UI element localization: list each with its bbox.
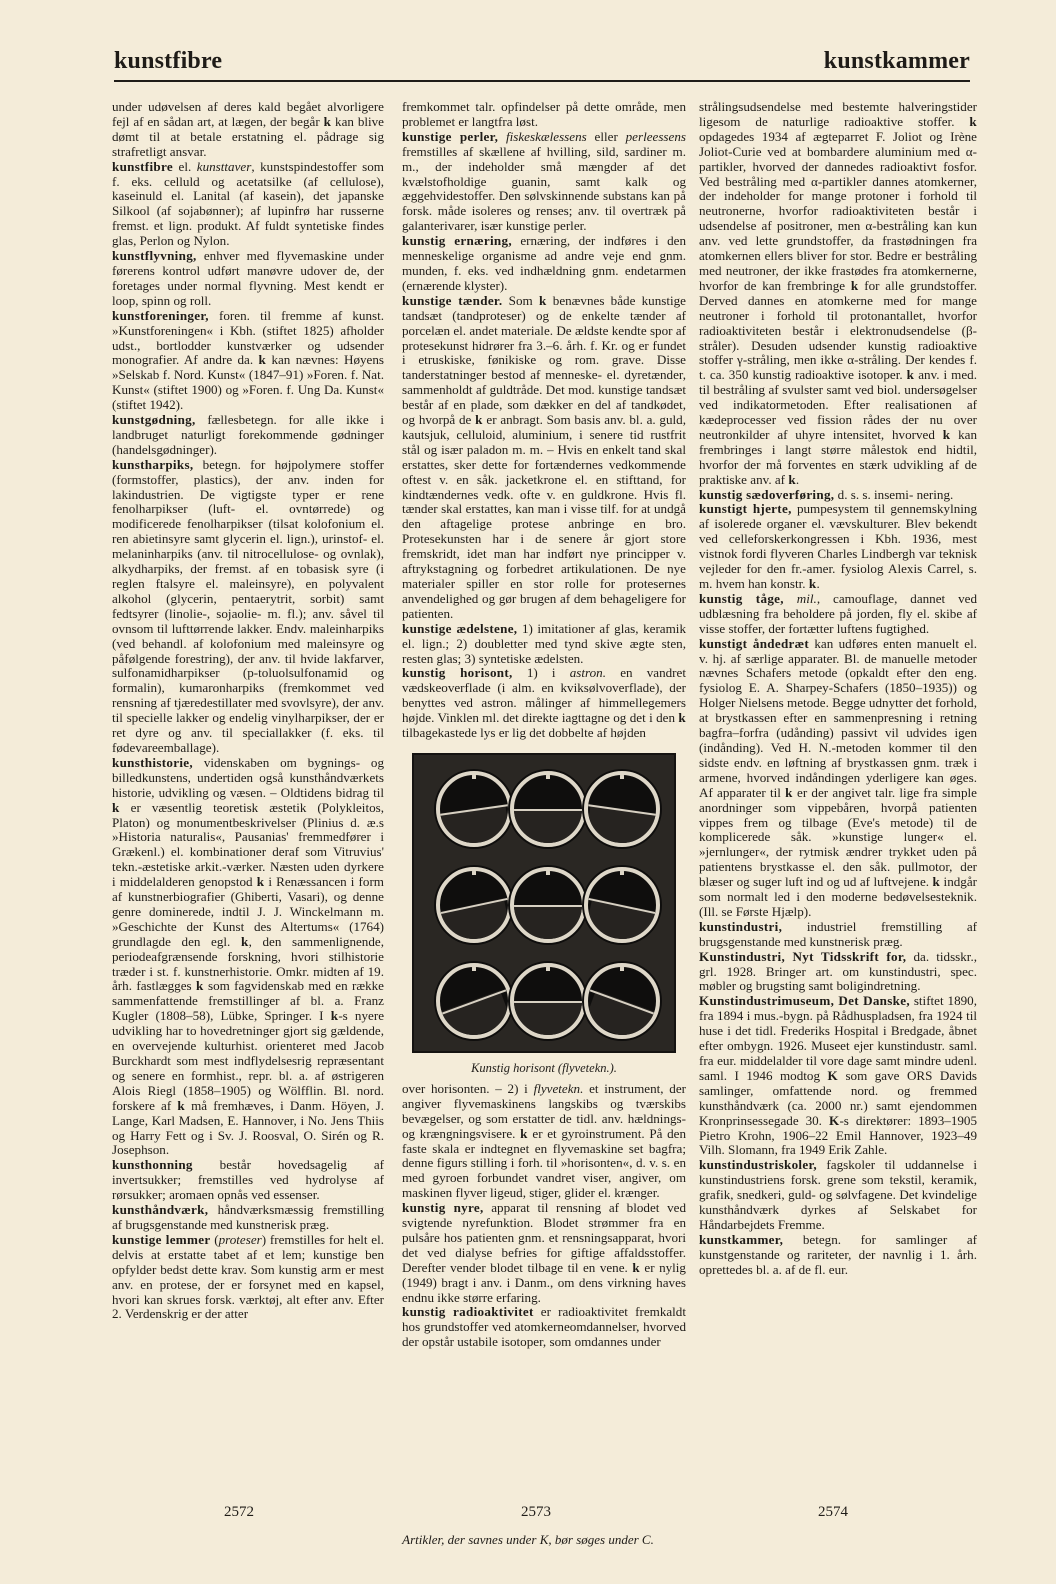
footer-note: Artikler, der savnes under K, bør søges under C.: [402, 1532, 654, 1547]
entry: kunstig sædoverføring, d. s. s. insemi- nering.: [699, 486, 954, 502]
header-left-word: kunstfibre: [114, 48, 223, 74]
entry: kunstharpiks, betegn. for højpolymere stoffer (formstoffer, plastics), der anv. inden for lakindustrien. De vigtigste typer er rene fenolharpikser (luft- el. ovntørrede) og modificerede fenolharpikser (tilsat kolofonium el. ren abietinsyre samt glycerin el. lign.), urinstof- el. melaninharpiks (anv. til nitrocellulose- og ovnlak), alkydharpiks, der fremst. af en tobasisk syre (i reglen ftalsyre el. maleinsyre), en polyvalent alkohol (glycerin, pentaerytrit, sorbit) samt fedtsyrer (linolie-, sojaolie- m. fl.); anv. såvel til ovnsom til lufttørrende lakker. Endv. maleinharpiks (ved behandl. af kolofonium med maleinsyre og påfølgende forestring), der anv. til hvide lakfarver, sulfonamidharpikser (p-toluolsulfonamid og formalin), kumaronharpiks (fremkommet ved rensning af tjæredestillater med svovlsyre), der anv. til specielle lakker og endelig vinylharpikser, der er ret dyre og anv. til speciallakker (f. eks. til fødevareemballage).: [112, 456, 384, 755]
entry: kunstig ernæring, ernæring, der indføres i den menneskelige organisme ad andre veje end gnm. munden, f. eks. ved indhældning gnm. endetarmen (ernærende klyster).: [402, 233, 686, 293]
horizon-dial-icon: [436, 771, 512, 847]
entry: kunsthåndværk, håndværksmæssig fremstilling af brugsgenstande med kunstnerisk præg.: [112, 1202, 384, 1232]
entry: kunstigt åndedræt kan udføres enten manuelt el. v. hj. af særlige apparater. Bl. de manuelle metoder nævnes Schafers metode (opkaldt efter den eng. fysiolog E. A. Sharpey-Schafers (1850–1935)) og Holger Nielsens metode. Begge udnytter det forhold, at brystkassen efter en sammenpresning i retning bagfra–forfra (udånding) passivt vil udvides igen (indånding). Ved H. N.-metoden kommer til den sidste endv. en løftning af brystkassen gnm. træk i armene, hvorved indåndingen yderligere kan øges. Af apparater til k er der angivet talr. lige fra simple anordninger som vippebåren, hvorpå patienten vippes frem og tilbage (Eve's metode) til de komplicerede såk. »kunstige lunger« el. »jernlunger«, der rytmisk ændrer trykket uden på patientens brystkasse el. den såk. pullmotor, der blæser og suger luft ind og ud af luftvejene. k indgår som normalt led i den moderne bedøvelsesteknik. (Ill. se Første Hjælp).: [699, 635, 978, 919]
entry: kunstindustriskoler, fagskoler til uddannelse i kunstindustriens forsk. grene som tekstil, keramik, grafik, snedkeri, guld- og sølvfagene. Det kvindelige kunsthåndværk dyrkes af Selskabet for Håndarbejdets Fremme.: [699, 1157, 977, 1232]
entry: under udøvelsen af deres kald begået alvorligere fejl af en sådan art, at lægen, der begår k kan blive dømt til at betale erstatning el. pådrage sig strafretligt ansvar.: [112, 99, 384, 159]
entry: strålingsudsendelse med bestemte halveringstider ligesom de naturlige radioaktive stoffer. k opdagedes 1934 af ægteparret F. Joliot og Irène Joliot-Curie ved at bombardere aluminium med α-partikler, hvorved der dannedes radioaktivt fosfor. Ved bestråling med α-partikler dannes atomkerner, der indeholder for mange protoner i forhold til neutronerne, hvorfor radioaktiviteten består i udsendelse af positroner, men α-bestråling kan kun anv. ved lette grundstoffer, da frastødningen fra atomkernen ellers bliver for stor. Bedre er bestråling med neutroner, der ikke frastødes fra atomkernerne, hvorfor de kan frembringe k for alle grundstoffer. Derved dannes en atomkerne med for mange neutroner i forhold til protonantallet, hvorfor radioaktiviteten består i elektronudsendelse (β-stråler). Desuden udsender kunstig radioaktive stoffer γ-stråling, men ikke α-stråling. Der kendes f. t. ca. 350 kunstig radioaktive isotoper. k anv. i med. til bestråling af svulster samt ved biol. undersøgelser ved indikatormetoden. Efter realisationen af kædeprocesser ved fission rådes der nu over neutronkilder af uhyre intensitet, hvorved k kan frembringes i langt større målestok end hidtil, hvorfor der må forventes en stærk udvikling af de praktiske anv. af k.: [699, 99, 977, 487]
entry: kunstig tåge, mil., camouflage, dannet ved udblæsning fra beholdere på jorden, fly el. skibe af visse stoffer, der fortætter luftens fugtighed.: [699, 590, 978, 636]
page-number-right: 2574: [818, 1504, 848, 1520]
entry: kunstig horisont, 1) i astron. en vandret vædskeoverflade (i alm. en kviksølvoverflade), der benyttes ved astron. målinger af himmellegemers højde. Vinklen ml. det direkte iagttagne og det i den k tilbagekastede lys er lig det dobbelte af højden: [402, 665, 686, 741]
column-2-top: [402, 100, 686, 741]
horizon-dial-icon: [510, 771, 586, 847]
entry: kunstig radioaktivitet er radioaktivitet fremkaldt hos grundstoffer ved atomkerneomdannelser, hvorved der opstår ustabile isotoper, som omdannes under: [402, 1304, 686, 1350]
figure-image: [412, 753, 676, 1053]
entry: kunstigt hjerte, pumpesystem til gennemskylning af isolerede organer el. vævskulturer. Blev bekendt ved celleforskerkongressen i Kbh. 1936, mest vistnok fordi flyveren Charles Lindbergh var teknisk vejleder for den fr.-amer. fysiolog Alexis Carrel, s. m. hvem han konstr. k.: [699, 501, 977, 591]
page-number-middle: 2573: [521, 1504, 551, 1520]
horizon-dial-icon: [584, 963, 660, 1039]
entry: kunstig nyre, apparat til rensning af blodet ved svigtende nyrefunktion. Blodet strømmer fra en pulsåre hos patienten gnm. et rensningsapparat, hvori det ved dialyse befries for giftige affaldsstoffer. Derefter vender blodet tilbage til en vene. k er nylig (1949) bragt i anv. i Danm., om dens virkning haves endnu ikke større erfaring.: [402, 1200, 686, 1305]
entry: kunstindustri, industriel fremstilling af brugsgenstande med kunstnerisk præg.: [699, 918, 977, 949]
entry: kunstige lemmer (proteser) fremstilles for helt el. delvis at erstatte tabet af et lem; kunstige ben opfylder bedst dette krav. Som kunstig arm er mest anv. en protese, der er forsynet med en kapsel, hvori kan skrues forsk. værktøj, alt efter anv. Efter 2. Verdenskrig er der atter: [112, 1231, 385, 1322]
entry: Kunstindustrimuseum, Det Danske, stiftet 1890, fra 1894 i mus.-bygn. på Rådhuspladsen, fra 1924 til huse i det tidl. Frederiks Hospital i Bredgade, åbnet efter ombygn. 1926. Museet ejer kunstindustr. saml. fra eur. middelalder til vore dage samt mindre udenl. saml. I 1946 modtog K som gave ORS Davids samlinger, omfattende nord. og fremmed kunsthåndværk (ca. 2000 nr.) samt ejendommen Kronprinsessegade 30. K-s direktører: 1893–1905 Pietro Krohn, 1906–22 Emil Hannover, 1923–49 Vilh. Slomann, fra 1949 Erik Zahle.: [699, 993, 978, 1158]
horizon-dial-icon: [584, 867, 660, 943]
column-3: [699, 100, 977, 1278]
entry: kunstgødning, fællesbetegn. for alle ikke i landbruget naturligt forekommende gødninger (handelsgødninger).: [112, 412, 384, 457]
entry: kunstkammer, betegn. for samlinger af kunstgenstande og rariteter, der navnlig i 1. årh. oprettedes bl. a. af de fl. eur.: [699, 1231, 977, 1277]
column-2-bottom: [402, 1082, 686, 1350]
entry: kunstige perler, fiskeskælessens eller perleessens fremstilles af skællene af hvilling, sild, sardiner m. m., der indeholder små mængder af det kvælstofholdige guanin, samt kalk og æggehvidestoffer. Den sølvskinnende substans kan på forsk. måde isoleres og renses; anv. til overtræk på galanterivarer, især kunstige perler.: [402, 128, 686, 234]
entry: over horisonten. – 2) i flyvetekn. et instrument, der angiver flyvemaskinens langskibs og tværskibs bevægelser, og som erstatter de tidl. anv. hældnings- og krængningsvisere. k er et gyroinstrument. På den faste skala er indtegnet en flyvemaskine set bagfra; denne figurs stilling i forh. til »horisonten«, d. v. s. en med gyroen forbundet vandret viser, angiver, om maskinen flyver ligeud, stiger, glider el. krænger.: [402, 1080, 686, 1201]
entry: kunstige tænder. Som k benævnes både kunstige tandsæt (tandproteser) og de enkelte tænder af porcelæn el. andet materiale. De ældste kendte spor af protesekunst hidrører fra 3.–6. årh. f. Kr. og er fundet i etruskiske, fønikiske og rom. grave. Disse tanderstatninger bestod af menneske- el. dyretænder, sammenholdt af guldtråde. Det mod. kunstige tandsæt består af en plade, som dækker en del af tandkødet, og hvorpå de k er anbragt. Som basis anv. bl. a. guld, kautsjuk, celluloid, aluminium, i senere tid rustfrit stål og især paladon m. m. – Hvis en enkelt tand skal erstattes, sker dette for fortændernes vedkommende oftest v. en såk. jacketkrone el. en stifttand, for kindtændernes vedk. ofte v. en guldkrone. Hvis fl. tænder skal erstattes, kan man i visse tilf. for at undgå den aftagelige protese anbringe en bro. Protesekunsten har i de senere år gjort store fremskridt, idet man har indført nye principper v. aftrykstagning og forbedret artikulationen. De nye materialer spiller en stor rolle for protesernes anvendelighed og gør brugen af dem behageligere for patienten.: [402, 292, 686, 621]
horizon-dial-icon: [436, 963, 512, 1039]
entry: kunstige ædelstene, 1) imitationer af glas, keramik el. lign.; 2) doubletter med tynd skive ægte sten, resten glas; 3) syntetiske ædelsten.: [402, 620, 686, 666]
artificial-horizon-figure: [402, 753, 686, 1076]
entry: kunsthistorie, videnskaben om bygnings- og billedkunstens, undertiden også kunsthåndværkets historie, udvikling og væsen. – Oldtidens bidrag til k er væsentlig teoretisk æstetik (Polykleitos, Platon) og monumentbeskrivelser (Plinius d. æ.s »Historia naturalis«, Pausanias' fremmedfører i Grækenl.) el. kombinationer deraf som Vitruvius' tekn.-æstetiske arkit.-værker. Næsten uden dyrkere i middelalderen genopstod k i Renæssancen i form af kunstnerbiografier (Ghiberti, Vasari), og denne genre dominerede, indtil J. J. Winckelmann m. »Geschichte der Kunst des Altertums« (1764) grundlagde den egl. k, den sammenlignende, periodeafgrænsende forskning, hvori stilhistorie træder i st. f. kunstnerhistorie. Omkr. midten af 19. årh. fastlægges k som fagvidenskab med en række sammenfattende fremstillinger af bl. a. Franz Kugler (1808–58), Lübke, Springer. I k-s nyere udvikling har to hovedretninger gjort sig gældende, en overvejende kulturhist. orienteret med Jacob Burckhardt som mest indflydelsesrig repræsentant og senere en formhist., repr. bl. a. af østrigeren Alois Riegl (1858–1905) og Wölfflin. Bl. nord. forskere af k må fremhæves, i Danm. Höyen, J. Lange, Karl Madsen, E. Hannover, i No. Jens Thiis og Harry Fett og i Sv. J. Roosval, O. Sirén og R. Josephson.: [112, 754, 385, 1158]
horizon-dial-icon: [510, 867, 586, 943]
column-1: [112, 100, 384, 1322]
header-right-word: kunstkammer: [823, 48, 970, 74]
entry: kunstflyvning, enhver med flyvemaskine under førerens kontrol udført manøvre udover de, der foretages under normal flyvning. Mest kendt er loop, spinn og roll.: [112, 248, 384, 308]
horizon-dial-icon: [436, 867, 512, 943]
horizon-dial-icon: [584, 771, 660, 847]
entry: kunstfibre el. kunsttaver, kunstspindestoffer som f. eks. celluld og acetatsilke (af cellulose), kaseinuld el. Lanital (af kasein), det japanske Silkool (af sojabønner); af lupinfrø har russerne fremst. et lign. produkt. Af fuldt syntetiske findes glas, Perlon og Nylon.: [112, 158, 384, 249]
entry: kunsthonning består hovedsagelig af invertsukker; fremstilles ved hydrolyse af rørsukker; aromaen opnås ved essenser.: [112, 1157, 384, 1203]
page-number-left: 2572: [224, 1504, 254, 1520]
header-rule: [114, 80, 970, 82]
horizon-dial-icon: [510, 963, 586, 1039]
entry: fremkommet talr. opfindelser på dette område, men problemet er langtfra løst.: [402, 99, 686, 129]
figure-caption: Kunstig horisont (flyvetekn.).: [471, 1060, 617, 1075]
column-2: [402, 100, 686, 1350]
entry: Kunstindustri, Nyt Tidsskrift for, da. tidsskr., grl. 1928. Bringer art. om kunstindustri, spec. møbler og brugsting samt boligindretning.: [699, 948, 977, 994]
entry: kunstforeninger, foren. til fremme af kunst. »Kunstforeningen« i Kbh. (stiftet 1825) afholder udst., bortlodder kunstværker og udsender monografier. Af andre da. k kan nævnes: Høyens »Selskab f. Nord. Kunst« (1847–91) »Foren. f. Nat. Kunst« (stiftet 1900) og »Foren. f. Ung Da. Kunst« (stiftet 1942).: [112, 307, 384, 413]
